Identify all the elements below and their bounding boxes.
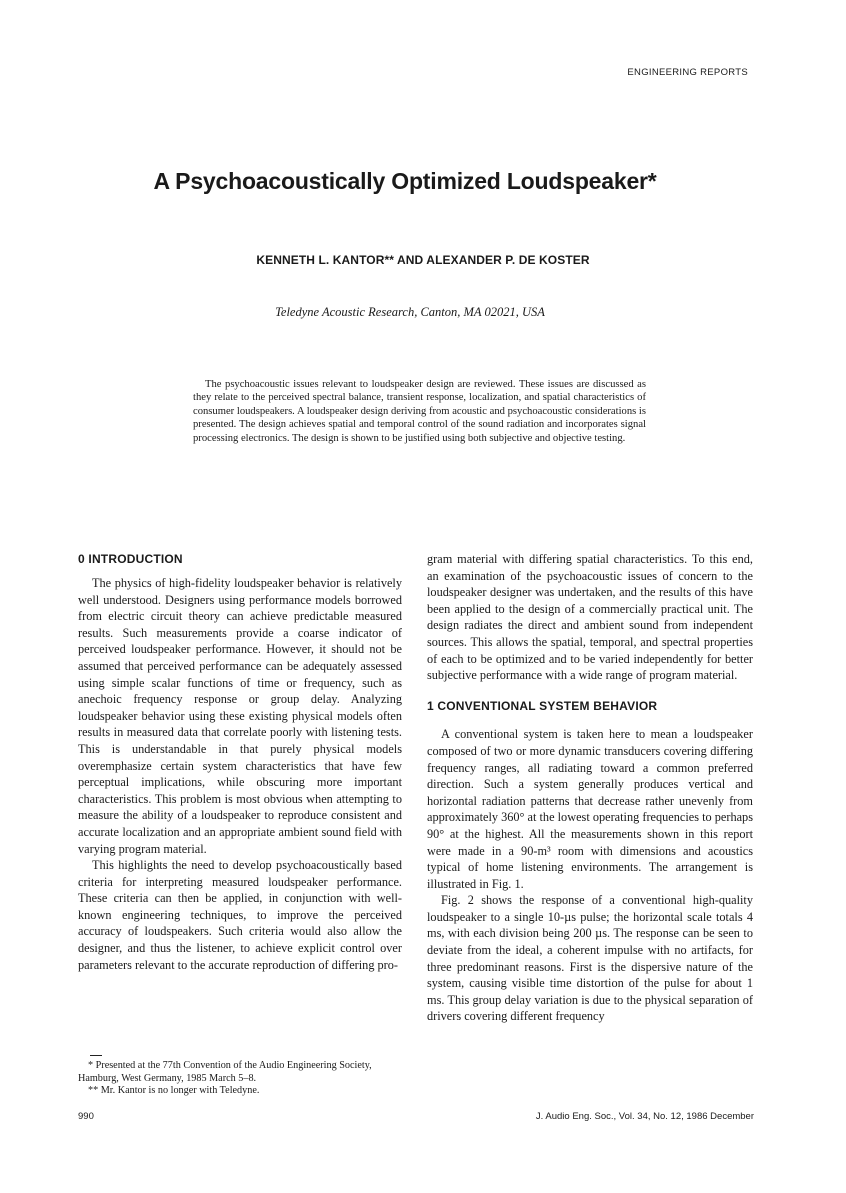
intro-paragraph-3: gram material with differing spatial characteristics. To this end, an examination of the psychoacoustic issues of concern to the loudspeaker designer was undertaken, and the results of this have been applied to the design of a commercially practical unit. The design radiates the direct and ambient sound from independent sources. This allows the spatial, temporal, and spectral properties of each to be optimized and to be varied independently for better subjective performance with a wide range of program material. — [427, 552, 753, 683]
intro-paragraph-1: The physics of high-fidelity loudspeaker behavior is relatively well understood. Designers using performance models borrowed from electric circuit theory can achieve predictable measured results. Such measurements provide a coarse indicator of perceived loudspeaker performance. However, it should not be assumed that perceived performance can be adequately assessed using simple scalar functions of time or frequency, such as anechoic frequency response or group delay. Analyzing loudspeaker behavior using these existing physical models often results in measured data that correlate poorly with listening tests. This is understandable in that purely physical models overemphasize certain system characteristics that have few perceptual implications, while obscuring more important characteristics. This problem is most obvious when attempting to measure the ability of a loudspeaker to reproduce consistent and accurate localization and an appropriate ambient sound field with varying program material. — [78, 576, 402, 856]
left-column — [78, 575, 402, 973]
author-affiliation: Teledyne Acoustic Research, Canton, MA 02021, USA — [275, 305, 545, 319]
author-list: KENNETH L. KANTOR** AND ALEXANDER P. DE KOSTER — [256, 253, 590, 267]
footnote-divider — [90, 1055, 102, 1056]
running-header: ENGINEERING REPORTS — [627, 67, 748, 78]
intro-paragraph-2: This highlights the need to develop psychoacoustically based criteria for interpreting measured loudspeaker performance. These criteria can then be applied, in conjunction with well-known engineering techniques, to improve the perceived accuracy of loudspeakers. Such criteria would also allow the designer, and thus the listener, to achieve explicit control over parameters relevant to the accurate reproduction of differing pro- — [78, 858, 402, 972]
conventional-paragraph-1: A conventional system is taken here to mean a loudspeaker composed of two or more dynamic transducers covering differing frequency ranges, all radiating toward a common preferred direction. Such a system generally produces vertical and horizontal radiation patterns that decrease rather unevenly from approximately 360° at the lowest operating frequencies to perhaps 90° at the highest. All the measurements shown in this report were made in a 90-m³ room with dimensions and acoustics typical of home listening environments. The arrangement is illustrated in Fig. 1. — [427, 727, 753, 891]
footnote-author-note: ** Mr. Kantor is no longer with Teledyne. — [88, 1085, 260, 1097]
paper-title: A Psychoacoustically Optimized Loudspeaker* — [153, 168, 657, 194]
section-heading-introduction: 0 INTRODUCTION — [78, 552, 183, 566]
page-number: 990 — [78, 1111, 94, 1122]
conventional-paragraph-2: Fig. 2 shows the response of a conventional high-quality loudspeaker to a single 10-µs pulse; the horizontal scale totals 4 ms, with each division being 200 µs. The response can be seen to deviate from the ideal, a coherent impulse with no artifacts, for three predominant reasons. First is the dispersive nature of the system, causing visible time distortion of the pulse for about 1 ms. This group delay variation is due to the physical separation of drivers covering different frequency — [427, 893, 753, 1024]
footnote-presented: * Presented at the 77th Convention of the Audio Engineering Society, Hamburg, West Germany, 1985 March 5–8. — [78, 1060, 372, 1084]
section-heading-conventional: 1 CONVENTIONAL SYSTEM BEHAVIOR — [427, 698, 658, 713]
footnotes — [78, 1060, 408, 1098]
right-column — [427, 551, 753, 1025]
journal-reference: J. Audio Eng. Soc., Vol. 34, No. 12, 1986 December — [535, 1111, 754, 1122]
abstract: The psychoacoustic issues relevant to loudspeaker design are reviewed. These issues are discussed as they relate to the perceived spectral balance, transient response, localization, and spatial characteristics of consumer loudspeakers. A loudspeaker design deriving from acoustic and psychoacoustic considerations is presented. The design achieves spatial and temporal control of the sound radiation and incorporates signal processing electronics. The design is shown to be justified using both subjective and objective testing. — [193, 379, 646, 444]
